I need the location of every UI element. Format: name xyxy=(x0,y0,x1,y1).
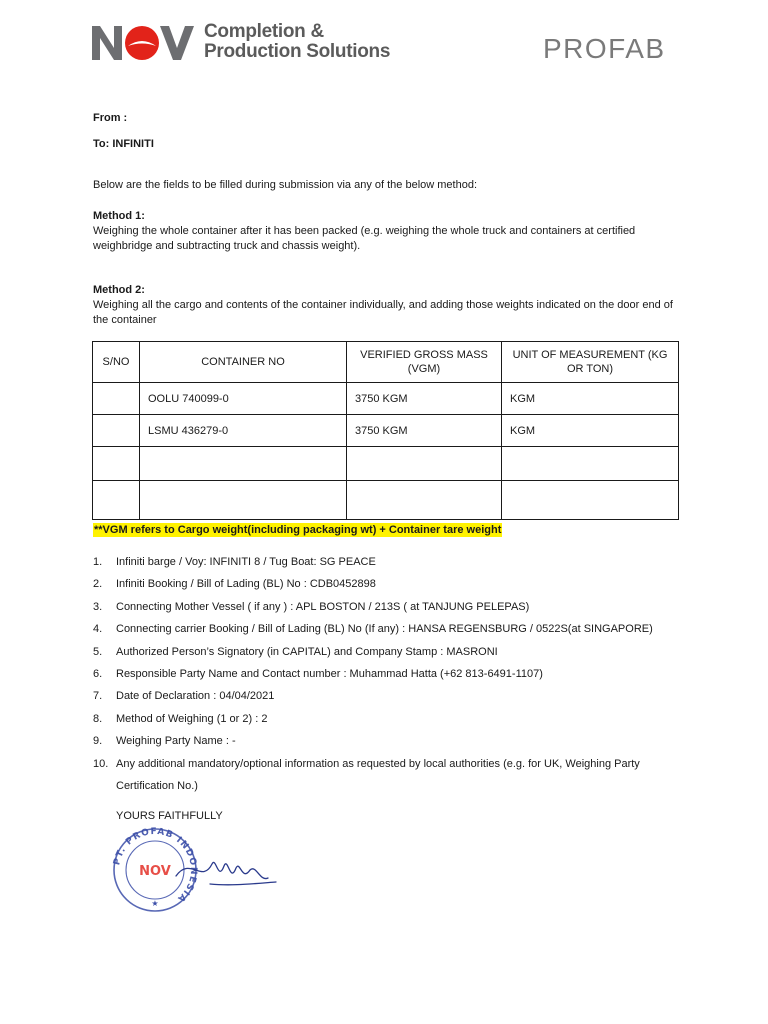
list-item xyxy=(93,577,683,599)
item-text: Weighing Party Name : - xyxy=(116,735,236,748)
header-unit: UNIT OF MEASUREMENT (KG OR TON) xyxy=(502,342,679,383)
brand-line-1: Completion & xyxy=(204,21,324,42)
vgm-table xyxy=(92,341,679,520)
item-text: Any additional mandatory/optional information as requested by local authorities (e.g. for UK, Weighing Party Certification No.) xyxy=(116,757,640,792)
method-2-title: Method 2: xyxy=(93,284,145,296)
company-stamp xyxy=(110,826,280,914)
from-line: From : xyxy=(93,112,128,124)
table-row xyxy=(93,481,679,520)
method-2-text: Weighing all the cargo and contents of the container individually, and adding those weights indicated on the door end of the container xyxy=(93,299,673,326)
item-number: 3. xyxy=(93,600,103,613)
cell-unit xyxy=(502,447,679,481)
list-item xyxy=(93,555,683,577)
table-row xyxy=(93,415,679,447)
cell-container: OOLU 740099-0 xyxy=(140,383,347,415)
item-number: 6. xyxy=(93,667,103,680)
nov-logo xyxy=(92,24,200,62)
brand-title xyxy=(204,22,390,62)
stamp-ring-text: PT. PROFAB INDONESIA xyxy=(112,826,199,905)
cell-sno xyxy=(93,383,140,415)
cell-unit xyxy=(502,481,679,520)
table-row xyxy=(93,447,679,481)
brand-line-2: Production Solutions xyxy=(204,41,391,62)
item-text: Infiniti Booking / Bill of Lading (BL) No : CDB0452898 xyxy=(116,578,376,591)
cell-sno xyxy=(93,481,140,520)
list-item xyxy=(93,645,683,667)
list-item xyxy=(93,689,683,711)
item-number: 8. xyxy=(93,712,103,725)
item-text: Connecting carrier Booking / Bill of Lading (BL) No (If any) : HANSA REGENSBURG / 0522S(at SINGAPORE) xyxy=(116,623,653,636)
profab-brand: PROFAB xyxy=(543,33,666,64)
item-text: Authorized Person’s Signatory (in CAPITAL) and Company Stamp : MASRONI xyxy=(116,645,498,658)
cell-vgm: 3750 KGM xyxy=(347,415,502,447)
item-text: Connecting Mother Vessel ( if any ) : APL BOSTON / 213S ( at TANJUNG PELEPAS) xyxy=(116,600,530,613)
cell-sno xyxy=(93,447,140,481)
header-vgm: VERIFIED GROSS MASS (VGM) xyxy=(347,342,502,383)
list-item xyxy=(93,667,683,689)
item-text: Responsible Party Name and Contact number : Muhammad Hatta (+62 813-6491-1107) xyxy=(116,667,543,680)
item-number: 1. xyxy=(93,556,103,568)
item-text: Date of Declaration : 04/04/2021 xyxy=(116,690,275,703)
letterhead xyxy=(0,0,768,80)
item-number: 9. xyxy=(93,735,103,748)
star-icon: ★ xyxy=(151,899,159,908)
to-line: To: INFINITI xyxy=(93,138,154,150)
item-number: 4. xyxy=(93,623,103,636)
declaration-list xyxy=(93,555,683,795)
cell-vgm: 3750 KGM xyxy=(347,383,502,415)
cell-container xyxy=(140,447,347,481)
list-item xyxy=(93,622,683,644)
item-number: 2. xyxy=(93,578,103,591)
item-number: 5. xyxy=(93,645,103,658)
item-number: 10. xyxy=(93,757,109,770)
list-item xyxy=(93,600,683,622)
intro-text: Below are the fields to be filled during submission via any of the below method: xyxy=(93,179,477,191)
cell-unit: KGM xyxy=(502,383,679,415)
header-sno: S/NO xyxy=(93,342,140,383)
cell-vgm xyxy=(347,481,502,520)
item-text: Method of Weighing (1 or 2) : 2 xyxy=(116,712,268,725)
method-1-text: Weighing the whole container after it has been packed (e.g. weighing the whole truck and containers at certified weighbridge and subtracting truck and chassis weight). xyxy=(93,225,636,252)
method-1-title: Method 1: xyxy=(93,210,145,222)
list-item xyxy=(93,712,683,734)
item-number: 7. xyxy=(93,690,103,703)
header-container-no: CONTAINER NO xyxy=(140,342,347,383)
closing-text: YOURS FAITHFULLY xyxy=(116,810,223,822)
cell-container: LSMU 436279-0 xyxy=(140,415,347,447)
table-row xyxy=(93,383,679,415)
stamp-center-text: NOV xyxy=(139,864,171,879)
vgm-note: **VGM refers to Cargo weight(including packaging wt) + Container tare weight xyxy=(94,524,502,536)
cell-unit: KGM xyxy=(502,415,679,447)
cell-container xyxy=(140,481,347,520)
cell-sno xyxy=(93,415,140,447)
list-item xyxy=(93,757,683,795)
item-text: Infiniti barge / Voy: INFINITI 8 / Tug Boat: SG PEACE xyxy=(116,556,376,568)
cell-vgm xyxy=(347,447,502,481)
table-header-row xyxy=(93,342,679,383)
